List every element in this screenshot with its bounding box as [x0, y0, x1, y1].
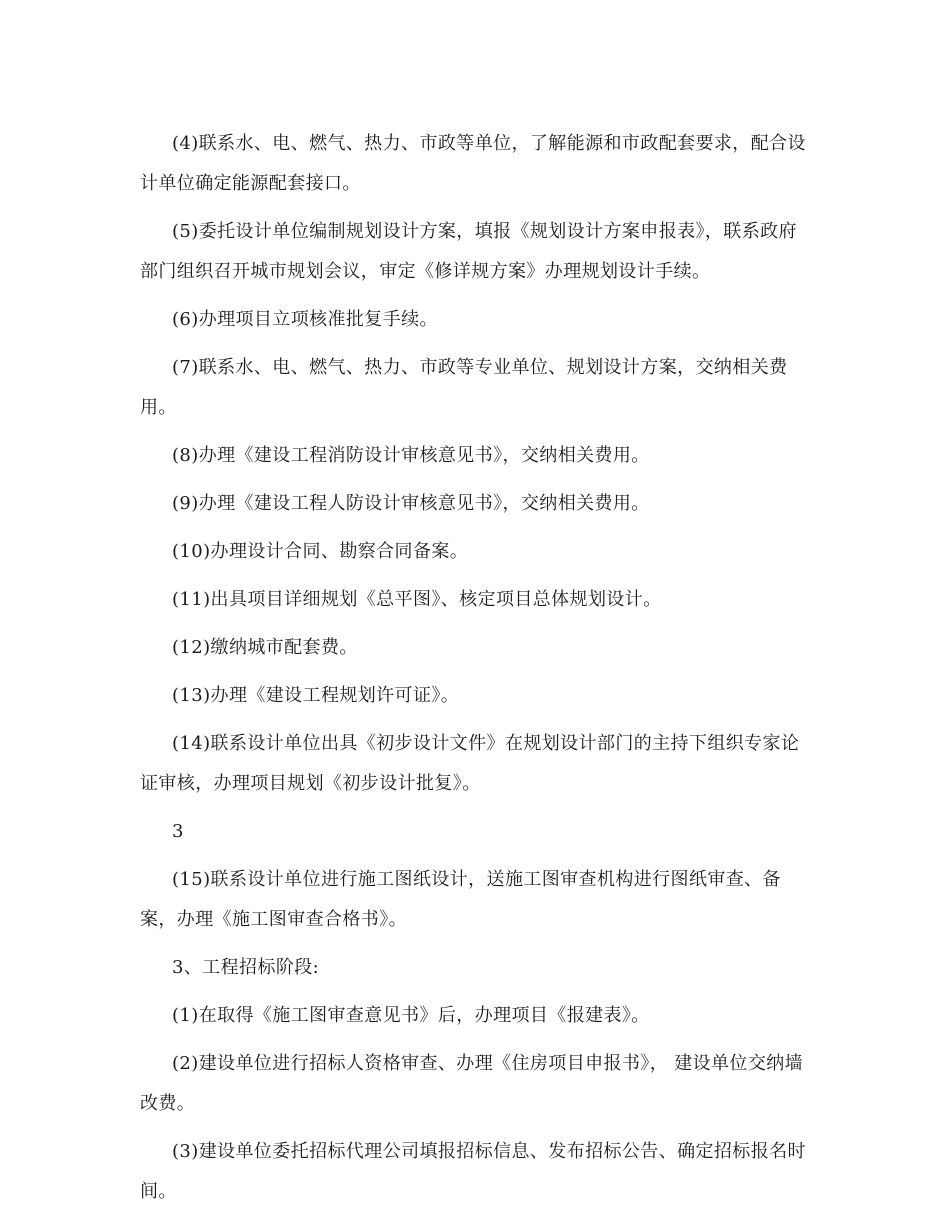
paragraph-step-12: (12)缴纳城市配套费。: [172, 637, 358, 658]
paragraph-bid-step-2: (2)建设单位进行招标人资格审查、办理《住房项目申报书》， 建设单位交纳墙改费。: [140, 1053, 804, 1114]
paragraph-bid-step-3: (3)建设单位委托招标代理公司填报招标信息、发布招标公告、确定招标报名时间。: [140, 1141, 806, 1202]
section-heading-bidding-stage: 3、工程招标阶段:: [172, 957, 320, 978]
paragraph-step-11: (11)出具项目详细规划《总平图》、核定项目总体规划设计。: [172, 589, 662, 610]
page-number: 3: [172, 821, 184, 842]
paragraph-step-14: (14)联系设计单位出具《初步设计文件》在规划设计部门的主持下组织专家论证审核，办理项目规划《初步设计批复》。: [140, 733, 800, 794]
paragraph-step-6: (6)办理项目立项核准批复手续。: [172, 309, 438, 330]
paragraph-step-7: (7)联系水、电、燃气、热力、市政等专业单位、规划设计方案，交纳相关费用。: [140, 357, 788, 418]
paragraph-step-5: (5)委托设计单位编制规划设计方案，填报《规划设计方案申报表》，联系政府部门组织召开城市规划会议，审定《修详规方案》办理规划设计手续。: [140, 221, 797, 282]
paragraph-step-9: (9)办理《建设工程人防设计审核意见书》，交纳相关费用。: [172, 493, 650, 514]
paragraph-step-10: (10)办理设计合同、勘察合同备案。: [172, 541, 469, 562]
paragraph-step-15: (15)联系设计单位进行施工图纸设计，送施工图审查机构进行图纸审查、备案，办理《施工图审查合格书》。: [140, 869, 781, 930]
paragraph-step-4: (4)联系水、电、燃气、热力、市政等单位，了解能源和市政配套要求，配合设计单位确定能源配套接口。: [140, 133, 806, 194]
paragraph-step-13: (13)办理《建设工程规划许可证》。: [172, 685, 460, 706]
document-body: [140, 124, 812, 1212]
paragraph-step-8: (8)办理《建设工程消防设计审核意见书》，交纳相关费用。: [172, 445, 650, 466]
paragraph-bid-step-1: (1)在取得《施工图审查意见书》后，办理项目《报建表》。: [172, 1005, 650, 1026]
